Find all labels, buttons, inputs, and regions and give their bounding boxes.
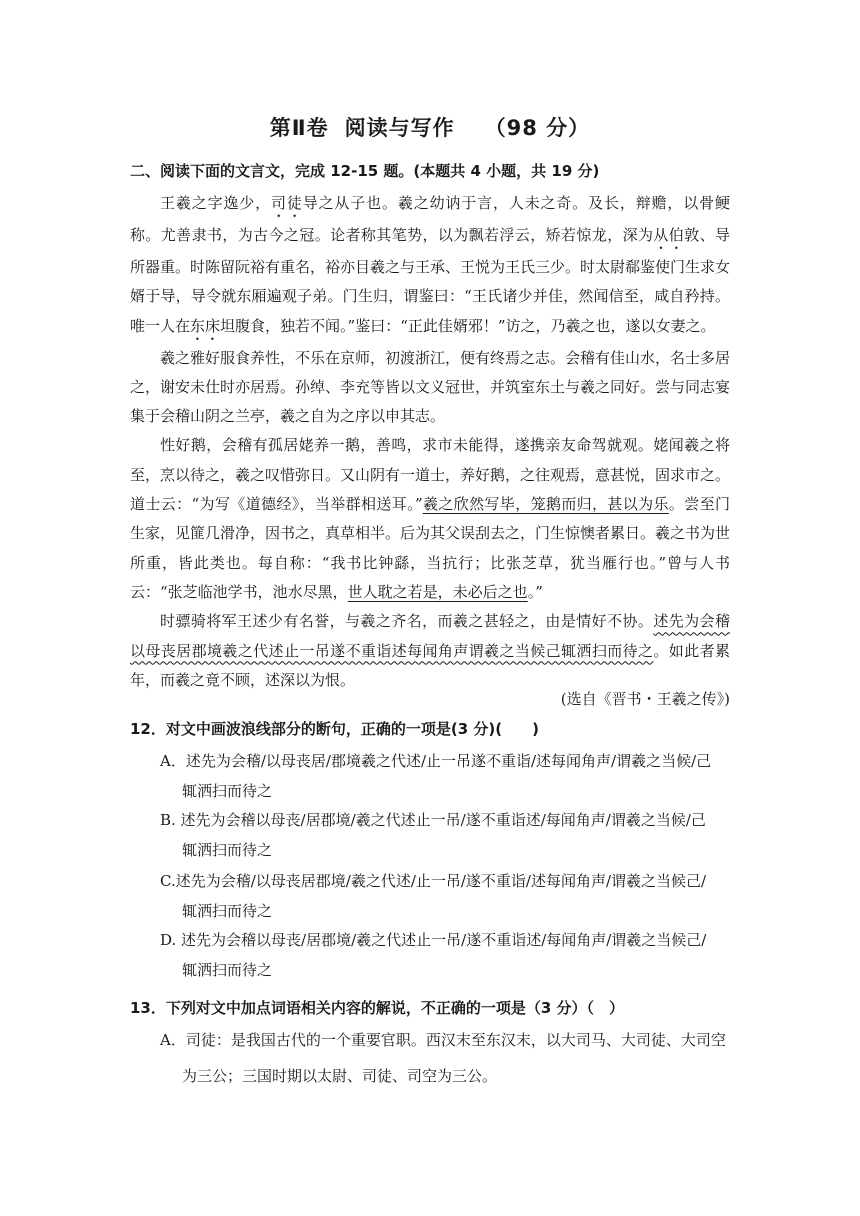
passage-paragraph-1 bbox=[130, 189, 730, 344]
q12-option-d[interactable] bbox=[160, 925, 740, 985]
passage-text: 性好鹅，会稽有孤居姥养一鹅，善鸣，求市未能得，遂携亲友命驾就观。姥闻羲之将至，烹以待之，羲之叹惜弥日。又山阴有一道士，养好鹅，之往观焉，意甚悦，固求市之。道士云：“为写《道德经》，当举群相送耳。” bbox=[130, 436, 731, 514]
passage-text: 导之从子也。羲之幼讷于言，人未之奇。及长，辩赡，以骨鲠称。尤善隶书，为古今之冠。论者称其笔势，以为飘若浮云，矫若惊龙，深为 bbox=[130, 194, 730, 244]
option-text: A．司徒：是我国古代的一个重要官职。西汉末至东汉末，以大司马、大司徒、大司空 bbox=[160, 1031, 726, 1049]
option-text-cont: 辄洒扫而待之 bbox=[182, 902, 273, 920]
passage-text: 时骠骑将军王述少有名誉，与羲之齐名，而羲之甚轻之，由是情好不协。 bbox=[160, 612, 654, 631]
title-score: （98 分） bbox=[484, 116, 591, 140]
option-text-cont: 辄洒扫而待之 bbox=[182, 961, 273, 979]
option-text: D. 述先为会稽以母丧/居郡境/羲之代述止一吊/遂不重诣述/每闻角声/谓羲之当候己/ bbox=[160, 931, 707, 949]
passage-text: 敦、导所器重。时陈留阮裕有重名，裕亦目羲之与王承、王悦为王氏三少。时太尉郗鉴使门生求女婿于导，导令就东厢遍观子弟。门生归，谓鉴曰：“王氏诸少并佳，然闻信至，咸自矜持。唯一人在 bbox=[130, 226, 731, 335]
option-text: A．述先为会稽/以母丧居/郡境羲之代述/止一吊遂不重诣/述每闻角声/谓羲之当候/己 bbox=[160, 752, 712, 770]
q13-option-a[interactable] bbox=[160, 1025, 740, 1091]
passage-text: 王羲之字逸少， bbox=[160, 194, 271, 212]
passage-paragraph-4 bbox=[130, 607, 730, 695]
dotted-term-congbo: 从伯 bbox=[653, 226, 685, 244]
q12-option-a[interactable] bbox=[160, 746, 740, 806]
option-text: C.述先为会稽/以母丧居郡境/羲之代述/止一吊/遂不重诣/述每闻角声/谓羲之当候己/ bbox=[160, 872, 707, 890]
classical-passage bbox=[130, 189, 730, 695]
wavy-underlined-sentence: 述先为会稽以母丧居郡境羲之代述止一吊遂不重诣述每闻角声谓羲之当候己辄洒扫而待之 bbox=[130, 612, 730, 660]
option-text-cont: 辄洒扫而待之 bbox=[182, 841, 273, 859]
passage-text: 坦腹食，独若不闻。”鉴曰：“正此佳婿邪！”访之，乃羲之也，遂以女妻之。 bbox=[220, 316, 716, 335]
option-text-cont: 为三公；三国时期以太尉、司徒、司空为三公。 bbox=[182, 1067, 498, 1085]
q12-option-c[interactable] bbox=[160, 866, 740, 926]
question-12-stem: 12．对文中画波浪线部分的断句，正确的一项是(3 分)( ) bbox=[130, 720, 539, 738]
passage-text: 。尝至门生家，见篚几滑净，因书之，真草相半。后为其父误刮去之，门生惊懊者累日。羲之书为世所重，皆此类也。每自称：“我书比钟繇，当抗行；比张芝草，犹当雁行也。”曾与人书云：“张芝临池学书，池水尽黑， bbox=[130, 495, 731, 601]
dotted-term-situ: 司徒 bbox=[271, 194, 303, 212]
title-part: 第Ⅱ卷 bbox=[269, 116, 329, 140]
passage-text: 。” bbox=[527, 582, 543, 601]
dotted-term-dongchuang: 东床 bbox=[190, 316, 221, 335]
section-heading: 二、阅读下面的文言文，完成 12-15 题。(本题共 4 小题，共 19 分) bbox=[130, 162, 600, 180]
page-title bbox=[0, 112, 860, 142]
option-text-cont: 辄洒扫而待之 bbox=[182, 782, 273, 800]
passage-paragraph-3 bbox=[130, 431, 730, 607]
passage-paragraph-2: 羲之雅好服食养性，不乐在京师，初渡浙江，便有终焉之志。会稽有佳山水，名士多居之，谢安未仕时亦居焉。孙绰、李充等皆以文义冠世，并筑室东土与羲之同好。尝与同志宴集于会稽山阴之兰亭，羲之自为之序以申其志。 bbox=[130, 348, 731, 426]
passage-text: 。如此者累年，而羲之竟不顾，述深以为恨。 bbox=[130, 641, 730, 689]
passage-source: (选自《晋书・王羲之传》) bbox=[560, 690, 730, 708]
question-13-stem: 13．下列对文中加点词语相关内容的解说，不正确的一项是（3 分）（ ） bbox=[130, 999, 625, 1017]
title-name: 阅读与写作 bbox=[344, 116, 455, 140]
option-text: B. 述先为会稽以母丧/居郡境/羲之代述止一吊/遂不重诣述/每闻角声/谓羲之当候/己 bbox=[160, 811, 706, 829]
underlined-sentence-2: 世人耽之若是，未必后之也 bbox=[347, 582, 528, 601]
q12-option-b[interactable] bbox=[160, 805, 740, 865]
underlined-sentence-1: 羲之欣然写毕，笼鹅而归，甚以为乐 bbox=[422, 495, 669, 514]
